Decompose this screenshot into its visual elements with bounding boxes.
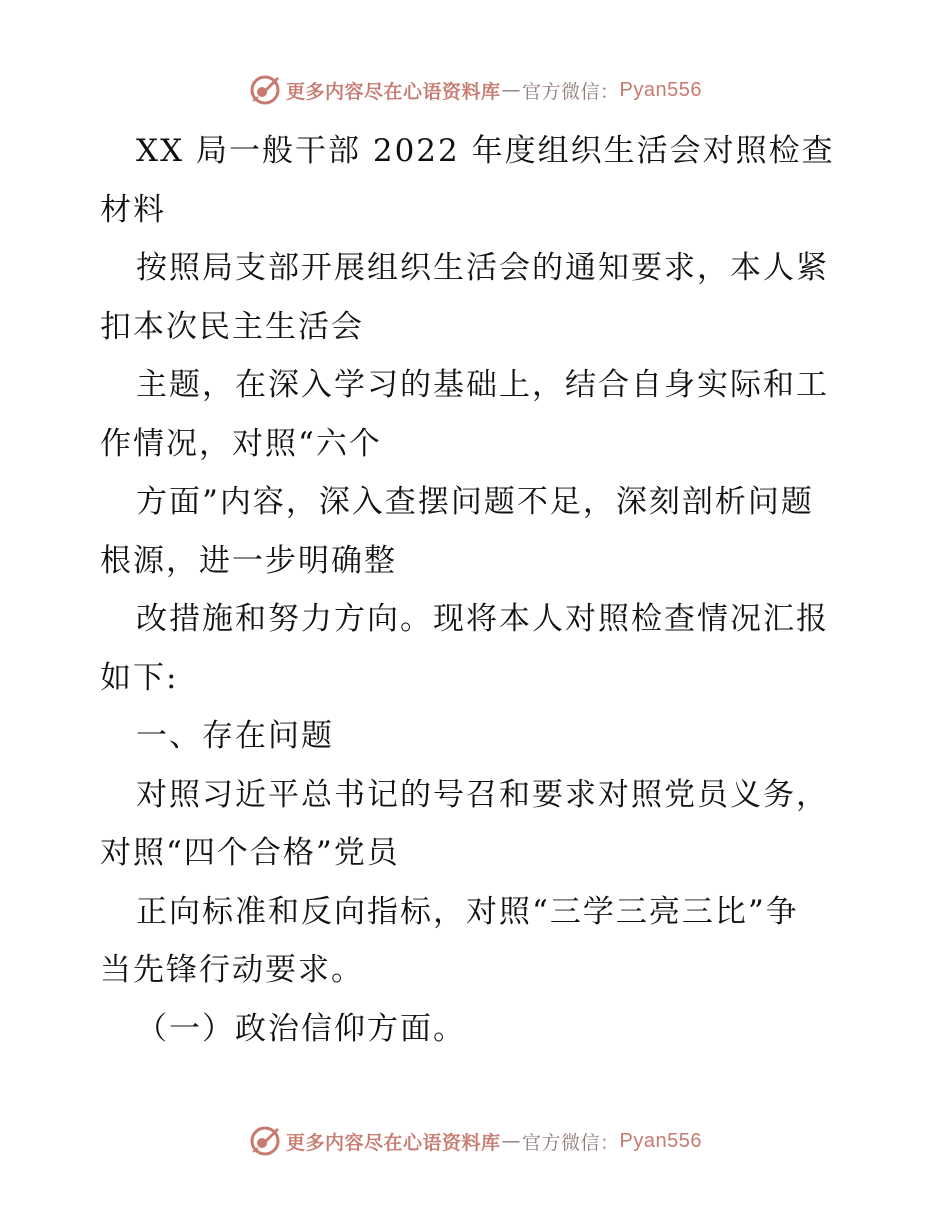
paragraph-line: 对照习近平总书记的号召和要求对照党员义务， — [136, 776, 829, 813]
header-watermark-banner — [0, 70, 950, 110]
pen-logo-icon — [248, 73, 282, 107]
banner-dash: — — [501, 1130, 522, 1152]
banner-wechat-label: 官方微信： — [522, 80, 620, 103]
banner-text — [286, 1128, 702, 1155]
banner-main-text: 更多内容尽在心语资料库 — [286, 80, 501, 103]
footer-watermark-banner — [0, 1121, 950, 1161]
paragraph-line: 当先锋行动要求。 — [100, 952, 364, 988]
paragraph-line: 扣本次民主生活会 — [100, 308, 364, 345]
document-title-line-1: XX 局一般干部 2022 年度组织生活会对照检查 — [136, 133, 835, 169]
subsection-heading: （一）政治信仰方面。 — [136, 1010, 466, 1047]
banner-dash: — — [501, 79, 522, 101]
paragraph-line: 对照“四个合格”党员 — [100, 835, 400, 871]
paragraph-line: 根源，进一步明确整 — [100, 542, 397, 579]
paragraph-line: 如下: — [100, 659, 179, 696]
banner-wechat-label: 官方微信： — [522, 1131, 620, 1154]
paragraph-line: 方面”内容，深入查摆问题不足，深刻剖析问题 — [136, 484, 814, 520]
document-body — [100, 122, 860, 1058]
banner-text — [286, 77, 702, 104]
banner-wechat-id: Pyan556 — [619, 78, 702, 101]
paragraph-line: 按照局支部开展组织生活会的通知要求，本人紧 — [136, 250, 829, 286]
paragraph-line: 改措施和努力方向。现将本人对照检查情况汇报 — [136, 601, 829, 637]
paragraph-line: 正向标准和反向指标，对照“三学三亮三比”争 — [136, 893, 799, 930]
banner-wechat-id: Pyan556 — [619, 1129, 702, 1152]
document-title-line-2: 材料 — [100, 191, 166, 228]
banner-main-text: 更多内容尽在心语资料库 — [286, 1131, 501, 1154]
paragraph-line: 主题，在深入学习的基础上，结合自身实际和工 — [136, 367, 829, 403]
pen-logo-icon — [248, 1124, 282, 1158]
paragraph-line: 作情况，对照“六个 — [100, 425, 382, 462]
section-heading: 一、存在问题 — [136, 718, 334, 754]
